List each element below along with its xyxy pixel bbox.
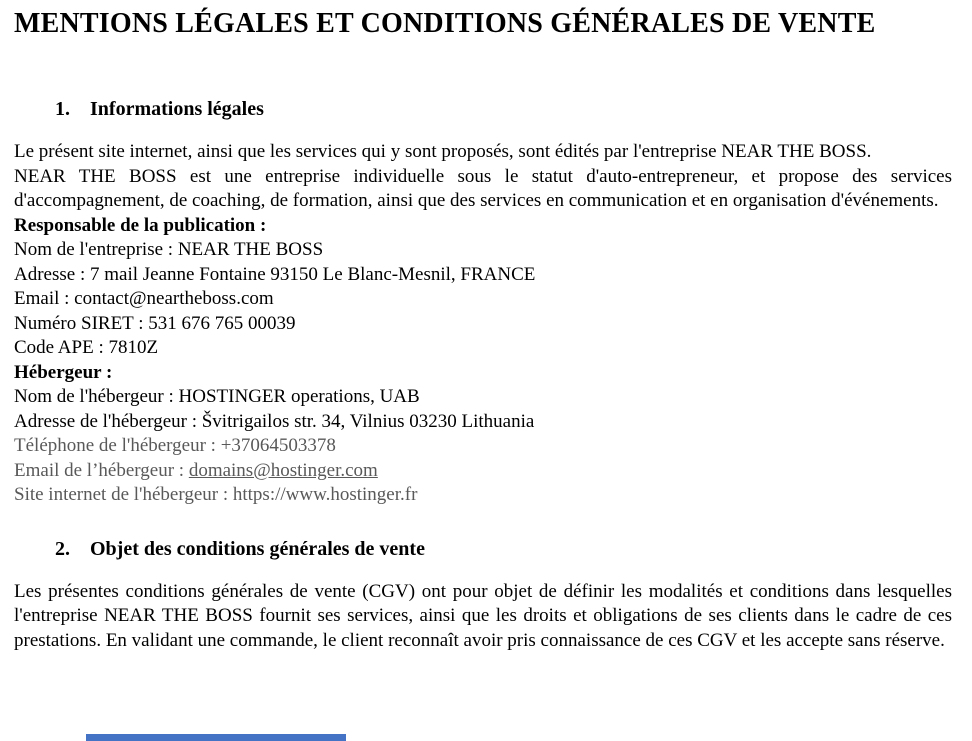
- host-name-line: Nom de l'hébergeur : HOSTINGER operations, UAB: [14, 386, 420, 408]
- page-title: MENTIONS LÉGALES ET CONDITIONS GÉNÉRALES DE VENTE: [14, 8, 876, 39]
- paragraph-cgv-purpose: Les présentes conditions générales de vente (CGV) ont pour objet de définir les modalités et conditions dans lesquelles l'entreprise NEAR THE BOSS fournit ses services, ainsi que les droits et obligations de ses clients dans le cadre de ces prestations. En validant une commande, le client reconnaît avoir pris connaissance de ces CGV et les accepte sans réserve.: [14, 580, 952, 651]
- section-2-heading: [14, 536, 952, 562]
- host-heading: Hébergeur :: [14, 361, 113, 383]
- company-name-line: Nom de l'entreprise : NEAR THE BOSS: [14, 239, 324, 261]
- company-email-line: Email : contact@neartheboss.com: [14, 288, 274, 310]
- section-1-number: 1.: [55, 98, 70, 121]
- host-website-line: Site internet de l'hébergeur : https://www.hostinger.fr: [14, 484, 418, 506]
- company-address-line: Adresse : 7 mail Jeanne Fontaine 93150 Le Blanc-Mesnil, FRANCE: [14, 263, 536, 285]
- section-2-title: Objet des conditions générales de vente: [90, 537, 425, 560]
- paragraph-site-edited-by: Le présent site internet, ainsi que les services qui y sont proposés, sont édités par l'entreprise NEAR THE BOSS.: [14, 141, 872, 163]
- section-2-number: 2.: [55, 537, 70, 560]
- section-2-body: [14, 580, 952, 654]
- company-siret-line: Numéro SIRET : 531 676 765 00039: [14, 312, 296, 334]
- host-phone-line: Téléphone de l'hébergeur : +37064503378: [14, 435, 336, 457]
- company-ape-line: Code APE : 7810Z: [14, 337, 159, 359]
- section-1-heading: [14, 96, 952, 122]
- host-address-line: Adresse de l'hébergeur : Švitrigailos str. 34, Vilnius 03230 Lithuania: [14, 410, 535, 432]
- publisher-heading: Responsable de la publication :: [14, 214, 267, 236]
- section-1-body: [14, 140, 952, 508]
- host-email-label: Email de l’hébergeur :: [14, 459, 189, 481]
- clipped-blue-element: [86, 734, 346, 741]
- paragraph-company-description: NEAR THE BOSS est une entreprise individuelle sous le statut d'auto-entrepreneur, et propose des services d'accompagnement, de coaching, de formation, ainsi que des services en communication et en organisation d'événements.: [14, 165, 952, 212]
- hostinger-email-link[interactable]: domains@hostinger.com: [188, 459, 378, 481]
- section-1-title: Informations légales: [90, 98, 264, 121]
- host-email-line: [14, 459, 952, 484]
